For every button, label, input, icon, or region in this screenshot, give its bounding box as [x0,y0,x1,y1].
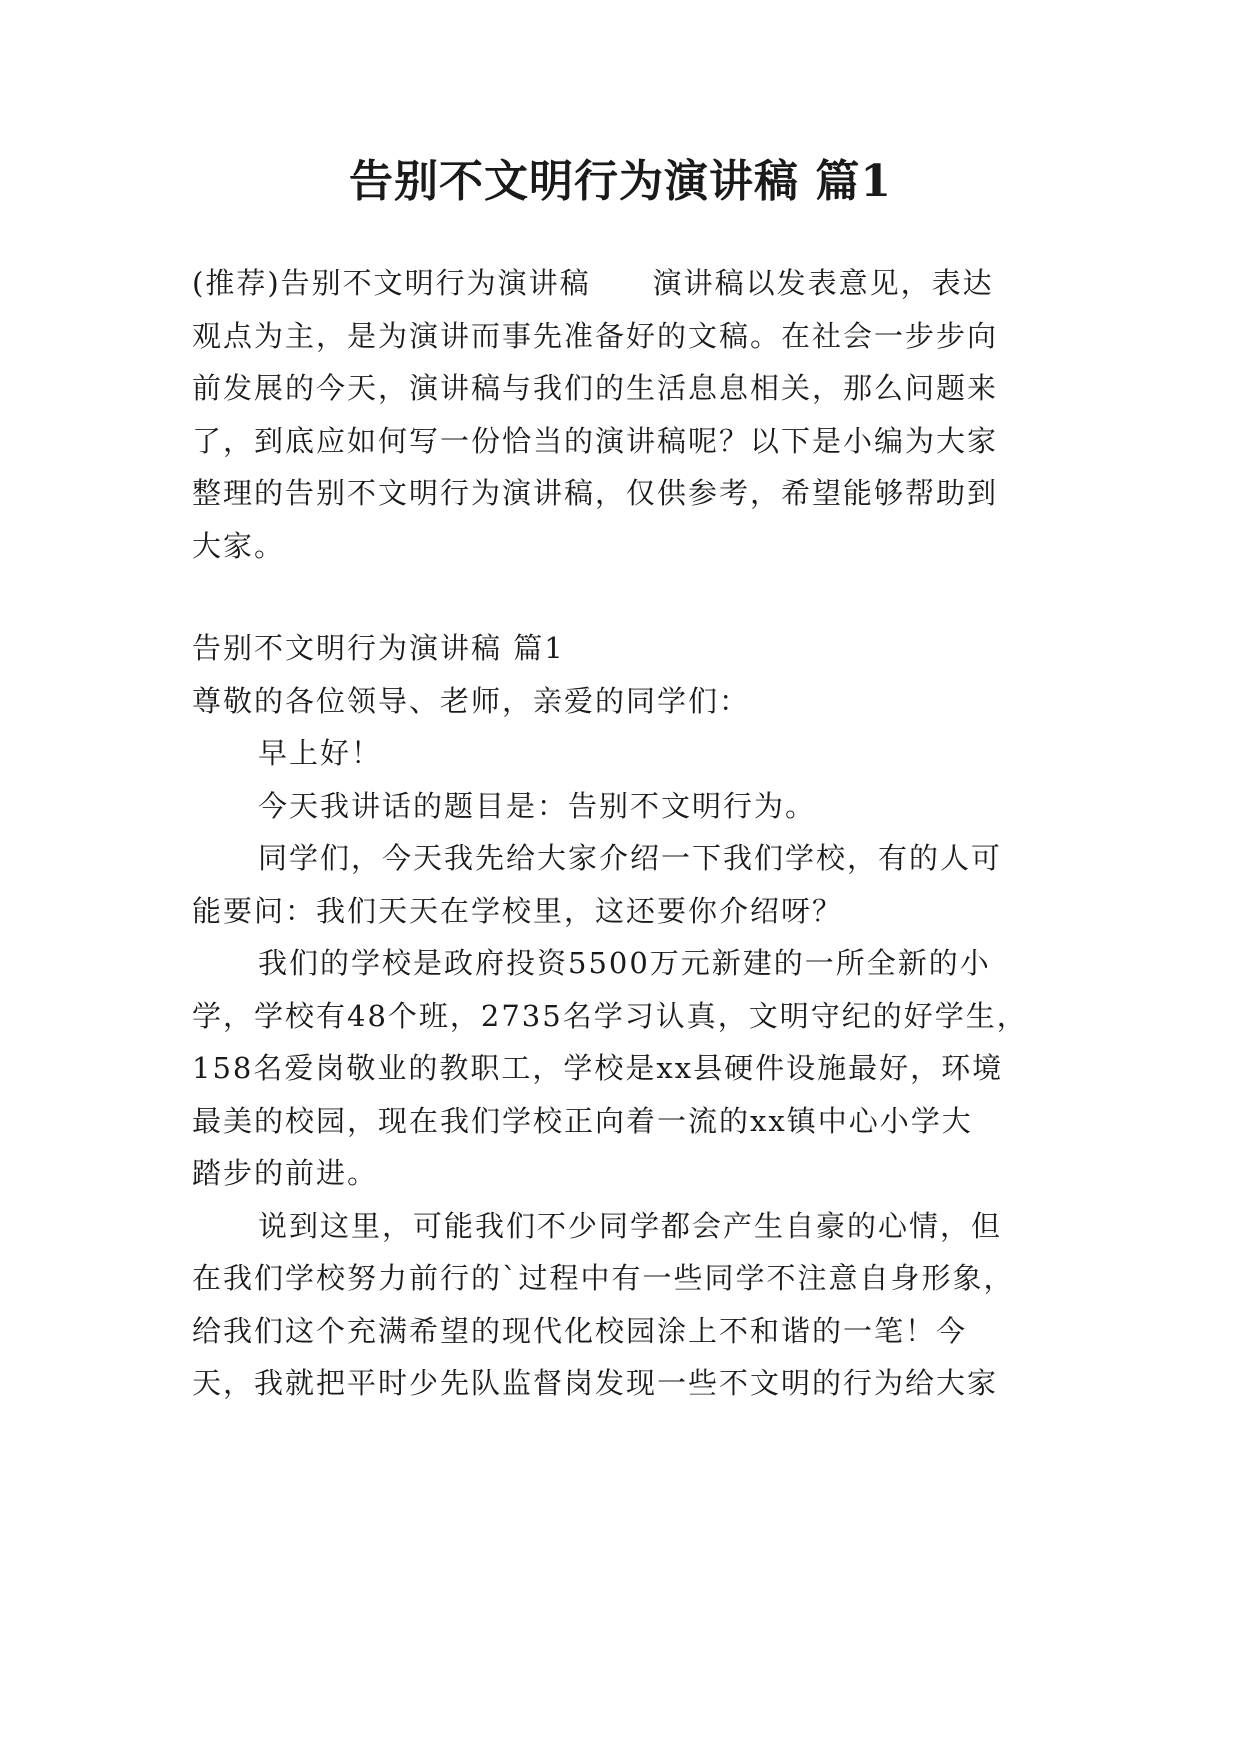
intro-line-4: 了，到底应如何写一份恰当的演讲稿呢？以下是小编为大家 [192,424,999,458]
salutation: 尊敬的各位领导、老师，亲爱的同学们： [192,684,751,718]
topic-line: 今天我讲话的题目是：告别不文明行为。 [258,789,817,823]
intro-line-1-label: (推荐)告别不文明行为演讲稿 [192,266,591,300]
paragraph-2-line-5: 踏步的前进。 [192,1156,379,1190]
paragraph-1-line-2: 能要问：我们天天在学校里，这还要你介绍呀？ [192,894,844,928]
intro-line-1-text: 演讲稿以发表意见，表达 [652,266,994,300]
paragraph-3-line-4: 天，我就把平时少先队监督岗发现一些不文明的行为给大家 [192,1366,999,1400]
paragraph-3-line-1: 说到这里，可能我们不少同学都会产生自豪的心情，但 [258,1209,1003,1243]
intro-line-5: 整理的告别不文明行为演讲稿，仅供参考，希望能够帮助到 [192,476,999,510]
paragraph-2-line-1: 我们的学校是政府投资5500万元新建的一所全新的小 [258,946,991,980]
paragraph-2-line-4: 最美的校园，现在我们学校正向着一流的xx镇中心小学大 [192,1104,973,1138]
paragraph-2-line-3: 158名爱岗敬业的教职工，学校是xx县硬件设施最好，环境 [192,1051,1004,1085]
paragraph-1-line-1: 同学们，今天我先给大家介绍一下我们学校，有的人可 [258,841,1003,875]
paragraph-2-line-2: 学，学校有48个班，2735名学习认真，文明守纪的好学生， [192,999,1028,1033]
paragraph-3-line-3: 给我们这个充满希望的现代化校园涂上不和谐的一笔！今 [192,1314,968,1348]
intro-line-6: 大家。 [192,529,286,563]
greeting: 早上好！ [258,736,383,770]
intro-line-3: 前发展的今天，演讲稿与我们的生活息息相关，那么问题来 [192,371,999,405]
intro-line-2: 观点为主，是为演讲而事先准备好的文稿。在社会一步步向 [192,319,999,353]
intro-line-1 [192,263,994,303]
article-heading: 告别不文明行为演讲稿 篇1 [192,631,565,665]
document-title: 告别不文明行为演讲稿 篇1 [349,156,892,207]
paragraph-3-line-2: 在我们学校努力前行的`过程中有一些同学不注意自身形象， [192,1261,1015,1295]
